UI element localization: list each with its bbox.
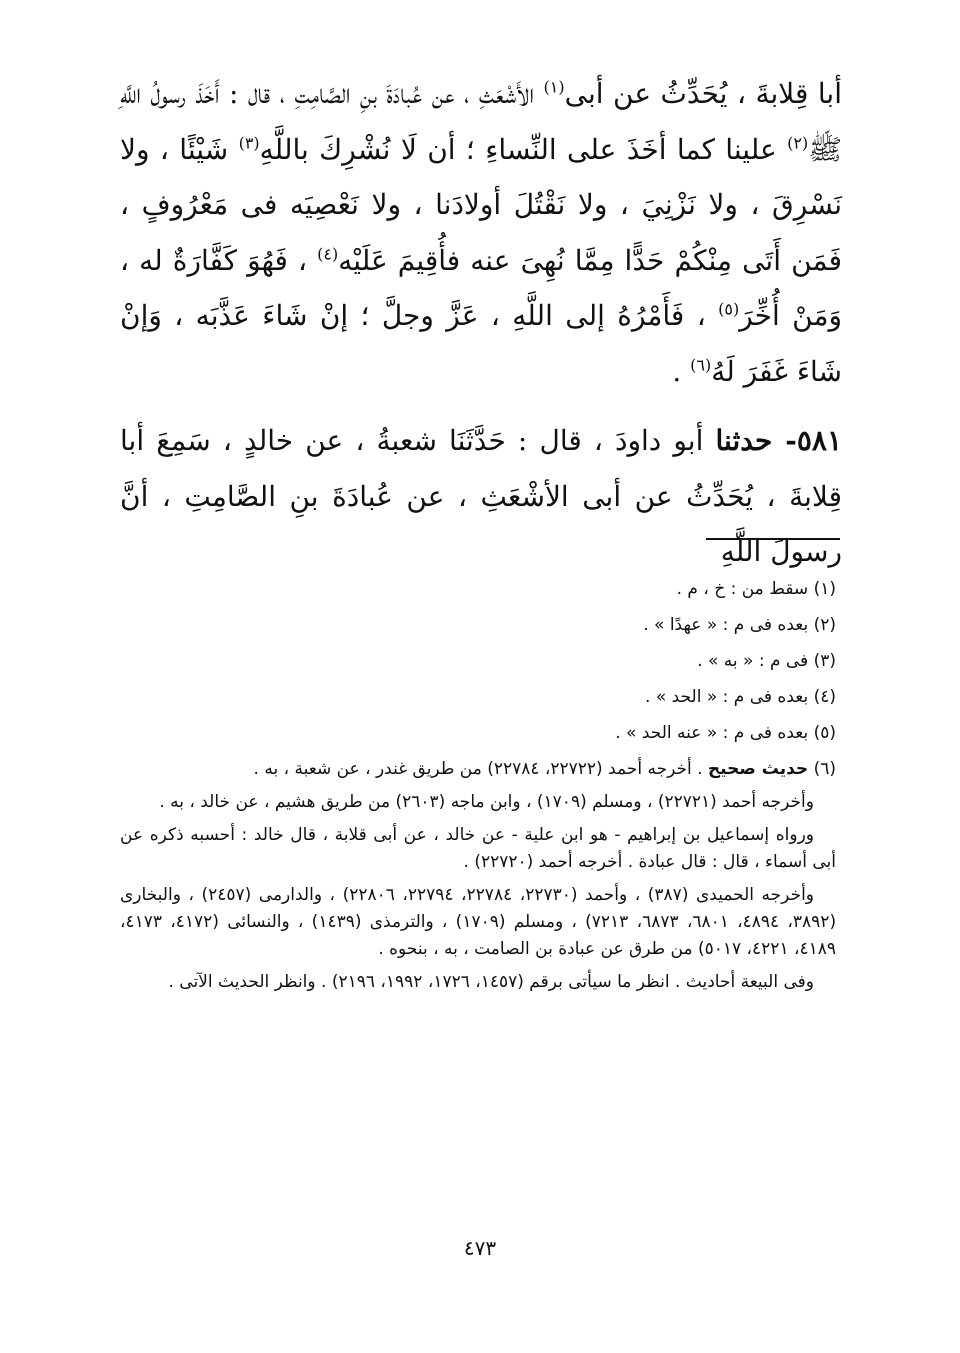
text-segment: ، فَهُوَ كَفَّارَةٌ له ، وَمَنْ أُخِّرَ — [120, 243, 842, 332]
footnote-1: (١) سقط من : خ ، م . — [676, 579, 836, 599]
footnote-separator — [706, 538, 840, 540]
footnotes — [120, 576, 836, 1002]
paragraph-continuation — [120, 66, 842, 399]
footnote-6-number: (٦) — [808, 759, 836, 779]
hadith-581 — [120, 413, 842, 580]
footnote-6-continuation-4: وفى البيعة أحاديث . انظر ما سيأتى برقم (١٤٥٧، ١٧٢٦، ١٩٩٢، ٢١٩٦) . وانظر الحديث الآتى . — [168, 972, 814, 992]
footnote-ref-2[interactable]: (٢) — [787, 133, 809, 153]
footnote-6-grading: حديث صحيح — [707, 759, 809, 779]
text-segment: شَيْئًا ، ولا نَسْرِقَ ، ولا نَزْنِيَ ، ولا نَقْتُلَ أولادَنا ، ولا نَعْصِيَه فى مَعْرُوفٍ ، فَمَن أَتَى مِنْكُمْ حَدًّا مِمَّا نُهِىَ عنه فأُقِيمَ عَلَيْه — [120, 132, 843, 277]
hadith-number: ٥٨١- — [785, 424, 842, 457]
footnote-5: (٥) بعده فى م : « عنه الحد » . — [615, 723, 836, 743]
footnote-ref-3[interactable]: (٣) — [238, 133, 260, 153]
text-segment: الأَشْعَثِ ، عن عُبادَةَ بنِ الصَّامِتِ ، قال : أَخَذَ رسولُ اللَّهِ ﷺ — [120, 77, 843, 166]
text-segment: ، فَأَمْرُهُ إلى اللَّهِ ، عَزَّ وجلَّ ؛ إنْ شَاءَ عَذَّبَه ، وَإنْ شَاءَ غَفَرَ لَهُ — [120, 299, 842, 388]
text-segment: . — [672, 354, 691, 388]
text-segment: علينا كما أخَذَ على النِّساءِ ؛ أن لَا نُشْرِكَ باللَّهِ — [259, 132, 788, 166]
footnote-6-continuation-3: وأخرجه الحميدى (٣٨٧) ، وأحمد (٢٢٧٣٠، ٢٢٧٨٤، ٢٢٧٩٤، ٢٢٨٠٦) ، والدارمى (٢٤٥٧) ، والبخارى (٣٨٩٢، ٤٨٩٤، ٦٨٠١، ٦٨٧٣، ٧٢١٣) ، ومسلم (١٧٠٩) ، والترمذى (١٤٣٩) ، والنسائى (٤١٧٢، ٤١٧٣، ٤١٨٩، ٤٢٢١، ٥٠١٧) من طرق عن عبادة بن الصامت ، به ، بنحوه . — [120, 885, 837, 959]
footnote-2: (٢) بعده فى م : « عهدًا » . — [643, 615, 836, 635]
hadith-text: أبو داودَ ، قال : حَدَّثَنَا شعبةُ ، عن خالدٍ ، سَمِعَ أبا قِلابةَ ، يُحَدِّثُ عن أبى الأشْعَثِ ، عن عُبادَةَ بنِ الصَّامِتِ ، أنَّ رسولَ اللَّهِ — [120, 424, 842, 568]
footnote-ref-1[interactable]: (١) — [543, 77, 565, 97]
footnote-6-continuation-2: ورواه إسماعيل بن إبراهيم - هو ابن علية - عن خالد ، عن أبى قلابة ، قال خالد : أحسبه ذكره عن أبى أسماء ، قال : قال عبادة . أخرجه أحمد (٢٢٧٢٠) . — [120, 825, 836, 872]
main-text — [120, 66, 842, 580]
footnote-6 — [120, 756, 836, 783]
footnote-ref-5[interactable]: (٥) — [718, 299, 740, 319]
footnote-3: (٣) فى م : « به » . — [697, 651, 836, 671]
footnote-6-continuation-1: وأخرجه أحمد (٢٢٧٢١) ، ومسلم (١٧٠٩) ، وابن ماجه (٢٦٠٣) من طريق هشيم ، عن خالد ، به . — [159, 792, 814, 812]
footnote-4: (٤) بعده فى م : « الحد » . — [645, 687, 836, 707]
footnote-6-text: . أخرجه أحمد (٢٢٧٢٢، ٢٢٧٨٤) من طريق غندر ، عن شعبة ، به . — [253, 759, 708, 779]
text-segment: أبا قِلابةَ ، يُحَدِّثُ عن أبى — [564, 77, 842, 110]
footnote-ref-4[interactable]: (٤) — [317, 244, 339, 264]
page-number: ٤٧٣ — [463, 1236, 497, 1260]
footnote-ref-6[interactable]: (٦) — [690, 355, 712, 375]
hadith-lead: حدثنا — [715, 424, 786, 457]
